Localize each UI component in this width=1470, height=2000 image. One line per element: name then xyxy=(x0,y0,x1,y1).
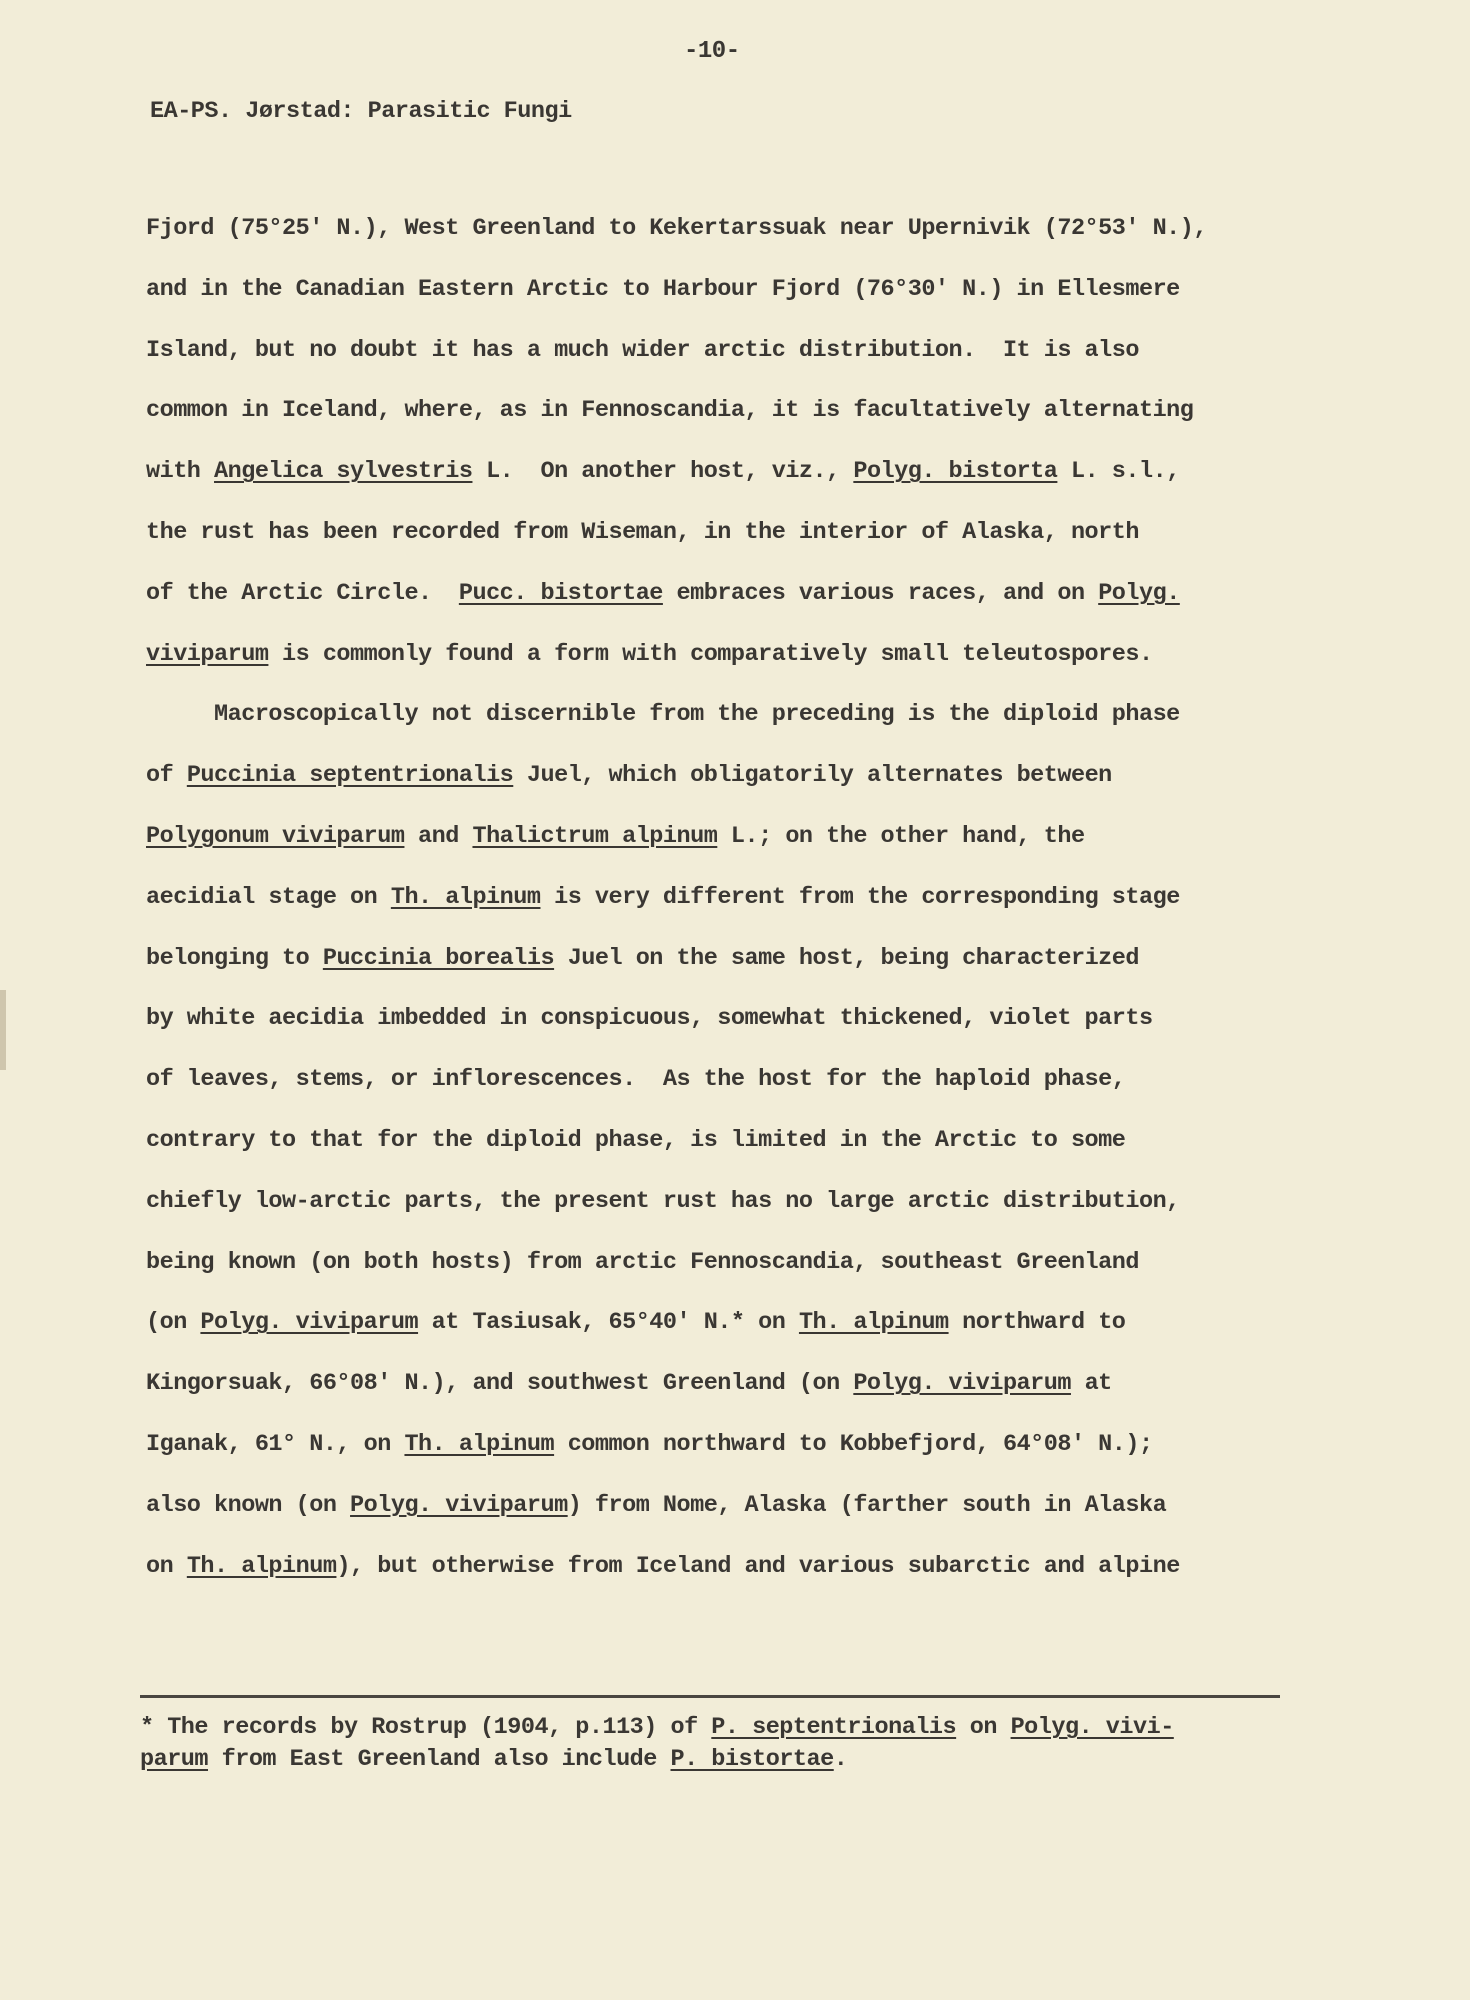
body-line xyxy=(146,336,1336,397)
underlined-taxon-name: Angelica sylvestris xyxy=(214,458,473,486)
text-run: of xyxy=(146,762,187,790)
body-line xyxy=(146,1491,1336,1552)
page-edge-mark xyxy=(0,990,6,1070)
body-line xyxy=(146,1126,1336,1187)
underlined-taxon-name: parum xyxy=(140,1746,209,1773)
text-run: Kingorsuak, 66°08' N.), and southwest Greenland (on xyxy=(146,1370,854,1398)
body-line xyxy=(146,883,1336,944)
body-line xyxy=(146,1369,1336,1430)
text-run: with xyxy=(146,458,215,486)
underlined-taxon-name: Thalictrum alpinum xyxy=(472,822,718,850)
text-run: by white aecidia imbedded in conspicuous, somewhat thickened, violet parts xyxy=(146,1005,1153,1033)
text-run: (on xyxy=(146,1309,201,1337)
text-run: is very different from the corresponding stage xyxy=(540,883,1180,911)
body-line xyxy=(146,640,1336,701)
body-line xyxy=(146,1308,1336,1369)
underlined-taxon-name: Polyg. xyxy=(1098,579,1180,607)
underlined-taxon-name: Th. alpinum xyxy=(404,1430,555,1458)
text-run: embraces various races, and on xyxy=(662,579,1099,607)
text-run: belonging to xyxy=(146,944,323,972)
text-run: Fjord (75°25' N.), West Greenland to Kekertarssuak near Upernivik (72°53' N.), xyxy=(146,215,1207,242)
text-run: is commonly found a form with comparatively small teleutospores. xyxy=(268,640,1153,668)
text-run: also known (on xyxy=(146,1491,351,1519)
text-run: ), but otherwise from Iceland and various subarctic and alpine xyxy=(336,1552,1180,1580)
text-run: of the Arctic Circle. xyxy=(146,579,459,607)
text-run: northward to xyxy=(948,1309,1126,1337)
text-run: being known (on both hosts) from arctic Fennoscandia, southeast Greenland xyxy=(146,1248,1139,1276)
underlined-taxon-name: Polyg. viviparum xyxy=(853,1370,1071,1398)
underlined-taxon-name: Pucc. bistortae xyxy=(458,579,663,607)
body-line xyxy=(146,275,1336,336)
underlined-taxon-name: P. septentrionalis xyxy=(711,1714,957,1741)
text-run: L. s.l., xyxy=(1057,458,1180,486)
text-run: common northward to Kobbefjord, 64°08' N.); xyxy=(554,1430,1153,1458)
text-run: * The records by Rostrup (1904, p.113) of xyxy=(140,1714,712,1741)
text-run: and xyxy=(404,822,473,850)
text-run: at xyxy=(1070,1370,1112,1398)
text-run: Macroscopically not discernible from the preceding is the diploid phase xyxy=(146,701,1180,729)
body-line xyxy=(146,700,1336,761)
text-run: ) from Nome, Alaska (farther south in Alaska xyxy=(567,1491,1167,1519)
text-run: common in Iceland, where, as in Fennoscandia, it is facultatively alternating xyxy=(146,397,1194,425)
text-run: aecidial stage on xyxy=(146,883,391,911)
text-run: the rust has been recorded from Wiseman, in the interior of Alaska, north xyxy=(146,518,1139,546)
underlined-taxon-name: Polygonum viviparum xyxy=(146,822,405,850)
body-line xyxy=(146,1552,1336,1613)
underlined-taxon-name: Th. alpinum xyxy=(186,1552,337,1580)
body-line xyxy=(146,1004,1336,1065)
underlined-taxon-name: Polyg. viviparum xyxy=(350,1491,568,1519)
text-run: contrary to that for the diploid phase, is limited in the Arctic to some xyxy=(146,1126,1126,1154)
body-line xyxy=(146,944,1336,1005)
footnote-rule xyxy=(140,1695,1280,1698)
text-run: L.; on the other hand, the xyxy=(717,822,1085,850)
text-run: L. On another host, viz., xyxy=(472,458,854,486)
underlined-taxon-name: Th. alpinum xyxy=(798,1309,949,1337)
text-run: on xyxy=(956,1714,1011,1741)
footnote xyxy=(140,1712,1174,1776)
body-line xyxy=(146,518,1336,579)
underlined-taxon-name: Polyg. vivi- xyxy=(1010,1714,1174,1741)
footnote-line xyxy=(140,1712,1174,1744)
underlined-taxon-name: Puccinia borealis xyxy=(322,944,555,972)
body-line xyxy=(146,214,1336,275)
body-line xyxy=(146,579,1336,640)
text-run: at Tasiusak, 65°40' N.* on xyxy=(418,1309,799,1337)
page-number: -10- xyxy=(684,38,740,65)
underlined-taxon-name: viviparum xyxy=(146,640,269,668)
text-run: Juel on the same host, being characterized xyxy=(554,944,1139,972)
text-run: Island, but no doubt it has a much wider arctic distribution. It is also xyxy=(146,336,1139,364)
body-line xyxy=(146,1187,1336,1248)
body-line xyxy=(146,457,1336,518)
text-run: and in the Canadian Eastern Arctic to Harbour Fjord (76°30' N.) in Ellesmere xyxy=(146,275,1180,303)
text-run: . xyxy=(833,1746,848,1773)
text-run: Iganak, 61° N., on xyxy=(146,1430,405,1458)
body-line xyxy=(146,761,1336,822)
text-run: of leaves, stems, or inflorescences. As the host for the haploid phase, xyxy=(146,1066,1126,1094)
running-header: EA-PS. Jørstad: Parasitic Fungi xyxy=(150,98,572,125)
underlined-taxon-name: Th. alpinum xyxy=(390,883,541,911)
text-run: on xyxy=(146,1552,187,1580)
body-line xyxy=(146,1248,1336,1309)
underlined-taxon-name: Puccinia septentrionalis xyxy=(186,762,514,790)
body-line xyxy=(146,822,1336,883)
underlined-taxon-name: Polyg. viviparum xyxy=(200,1309,419,1337)
body-text xyxy=(146,214,1336,1612)
text-run: chiefly low-arctic parts, the present rust has no large arctic distribution, xyxy=(146,1187,1180,1215)
underlined-taxon-name: Polyg. bistorta xyxy=(853,458,1058,486)
body-line xyxy=(146,1065,1336,1126)
text-run: Juel, which obligatorily alternates between xyxy=(513,762,1112,790)
underlined-taxon-name: P. bistortae xyxy=(670,1746,834,1773)
body-line xyxy=(146,396,1336,457)
footnote-line xyxy=(140,1744,1174,1776)
text-run: from East Greenland also include xyxy=(208,1746,671,1773)
body-line xyxy=(146,1430,1336,1491)
